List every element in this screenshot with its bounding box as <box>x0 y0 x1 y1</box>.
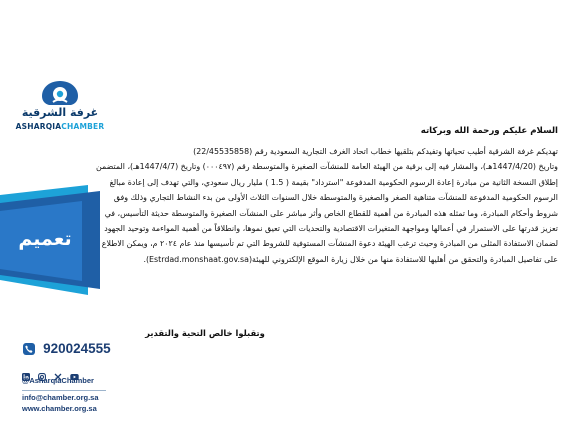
letter-closing: وتقبلوا خالص التحية والتقدير <box>145 328 265 338</box>
chamber-logo-icon <box>39 80 81 106</box>
chamber-name-en <box>6 122 114 131</box>
letter-paragraph <box>96 144 558 267</box>
circular-label: تعميم <box>18 228 72 250</box>
letter-body <box>96 125 558 267</box>
chamber-name-en-suffix: CHAMBER <box>61 122 105 131</box>
letter-line: تهديكم غرفة الشرقية أطيب تحياتها وتفيدكم بتلقيها خطاب اتحاد الغرف التجارية السعودية رقم (22/45535858) <box>193 147 558 156</box>
letter-line: الرسوم الحكومية المدفوعة للمنشآت متناهية الصغر والصغيرة والمتوسطة خلال السنوات الثلاث الأولى من بدء النشاط التجاري وذلك وفق <box>113 193 558 203</box>
phone-number[interactable]: 920024555 <box>43 341 111 356</box>
letter-line: إطلاق النسخة الثانية من مبادرة إعادة الرسوم الحكومية المدفوعة "استرداد" بقيمة ( 1.5 ) مليار ريال سعودي، والتي تهدف إلى إعادة مبالغ <box>109 177 558 187</box>
phone-icon <box>22 342 36 356</box>
chamber-name-ar: غرفة الشرقية <box>21 106 99 119</box>
letter-line: لضمان الاستفادة المثلى من المبادرة وحيث ترغب الهيئة دعوة المنشآت المستوفية للشروط التي تم تأسيسها منذ عام ٢٠٢٤ م، ويمكن الاطلاع <box>101 239 558 249</box>
letter-line: تعزيز قدرتها على الاستمرار في أعمالها ومواجهة المتغيرات الاقتصادية والتحديات التي تعيق نموها، وانطلاقاً من أهمية المواءمة وتوحيد الجهود <box>104 224 558 234</box>
website-link[interactable]: www.chamber.org.sa <box>22 404 97 413</box>
chamber-logo <box>6 80 114 140</box>
letter-line: على تفاصيل المبادرة والتحقق من أهليها للاستفادة منها من خلال زيارة الموقع الإلكتروني للهيئة(Estrdad.monshaat.gov.sa). <box>143 254 558 264</box>
letter-line: وتاريخ (1447/4/20هـ)، والمشار فيه إلى برقية من الهيئة العامة للمنشآت الصغيرة والمتوسطة رقم (٠٠٠٤٩٧) وتاريخ (1447/4/7هـ)، المتضمن <box>96 162 558 172</box>
social-links <box>22 365 82 375</box>
email-link[interactable]: info@chamber.org.sa <box>22 393 99 402</box>
letter-greeting: السلام عليكم ورحمة الله وبركاته <box>420 126 558 136</box>
phone-row <box>22 338 111 354</box>
social-handle[interactable]: @AsharqiaChamber <box>22 376 94 385</box>
chamber-name-en-prefix: ASHARQIA <box>15 122 62 131</box>
contact-divider <box>22 390 106 391</box>
letter-line: شروط وأحكام المبادرة، وما تمثله هذه المبادرة من أهمية للقطاع الخاص وأثر مباشر على المنشآت الصغيرة والمتوسطة حديثة التأسيس، في <box>104 208 558 218</box>
sidebar <box>0 0 118 430</box>
